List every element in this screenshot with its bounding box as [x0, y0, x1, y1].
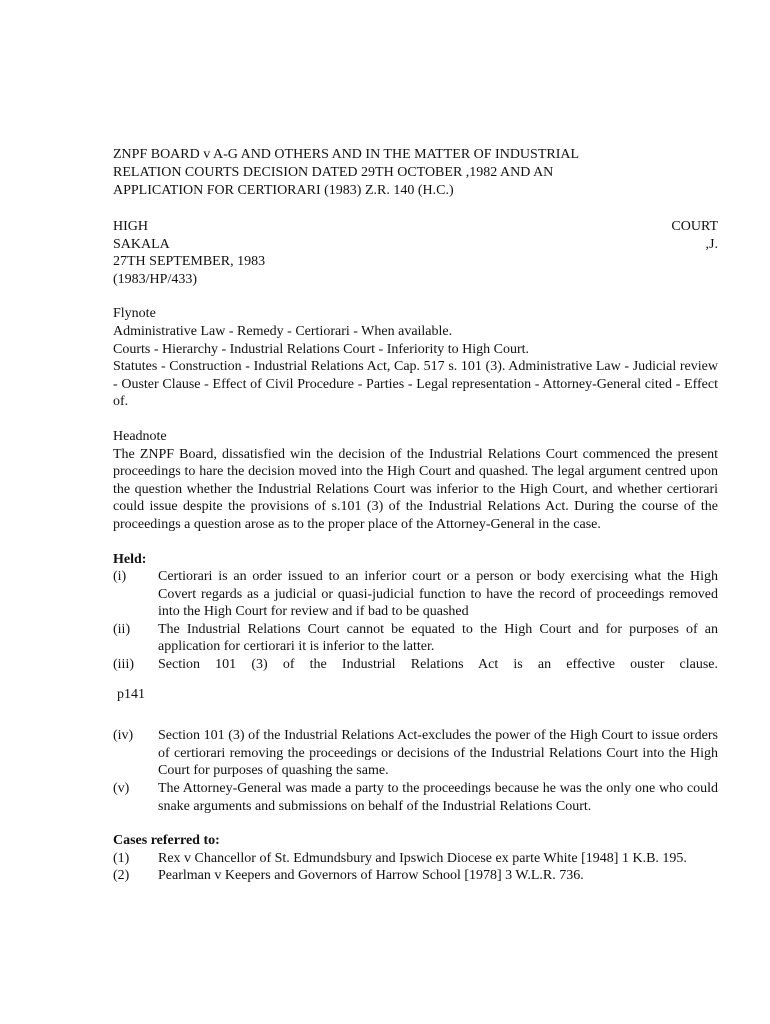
case-reference-text: Rex v Chancellor of St. Edmundsbury and Ipswich Diocese ex parte White [1948] 1 K.B. 195.	[158, 850, 687, 866]
case-title: ZNPF BOARD v A-G AND OTHERS AND IN THE MATTER OF INDUSTRIAL RELATION COURTS DECISION DATED 29TH OCTOBER ,1982 AND AN APPLICATION FOR CERTIORARI (1983) Z.R. 140 (H.C.)	[113, 147, 579, 198]
cases-section	[113, 832, 718, 885]
headnote-heading: Headnote	[113, 428, 167, 444]
held-item-number: (v)	[113, 781, 130, 797]
held-item	[113, 656, 718, 674]
held-item-number: (iii)	[113, 657, 134, 673]
headnote-section	[113, 428, 718, 534]
flynote-line: Courts - Hierarchy - Industrial Relations Court - Inferiority to High Court.	[113, 341, 530, 357]
held-item	[113, 568, 718, 621]
held-item-text: The Industrial Relations Court cannot be equated to the High Court and for purposes of an application for certiorari it is inferior to the latter.	[158, 621, 718, 655]
case-metadata	[113, 218, 718, 288]
held-item	[113, 727, 718, 780]
held-heading: Held:	[113, 551, 147, 567]
held-item-text: The Attorney-General was made a party to the proceedings because he was the only one who could snake arguments and submissions on behalf of the Industrial Relations Court.	[158, 781, 718, 814]
held-item	[113, 621, 718, 656]
cases-heading: Cases referred to:	[113, 833, 220, 849]
court-row	[113, 218, 718, 236]
flynote-line: Administrative Law - Remedy - Certiorari - When available.	[113, 323, 453, 339]
held-item-text: Certiorari is an order issued to an inferior court or a person or body exercising what the High Covert regards as a judicial or quasi-judicial function to have the record of proceedings removed into the High Court for review and if bad to be quashed	[158, 569, 718, 620]
case-reference	[113, 867, 718, 885]
held-item-number: (iv)	[113, 728, 134, 744]
case-reference-text: Pearlman v Keepers and Governors of Harrow School [1978] 3 W.L.R. 736.	[158, 868, 584, 884]
case-number: (1983/HP/433)	[113, 271, 197, 287]
held-item-number: (ii)	[113, 621, 131, 637]
headnote-text: The ZNPF Board, dissatisfied win the decision of the Industrial Relations Court commenced the present proceedings to hare the decision moved into the High Court and quashed. The legal argument centred upon the question whether the Industrial Relations Court was inferior to the High Court, and whether certiorari could issue despite the provisions of s.101 (3) of the Industrial Relations Act. During the course of the proceedings a question arose as to the proper place of the Attorney-General in the case.	[113, 446, 718, 532]
judge-suffix: ,J.	[705, 236, 718, 252]
flynote-heading: Flynote	[113, 306, 156, 322]
document-page	[113, 146, 718, 885]
court-label-left: HIGH	[113, 219, 148, 234]
case-reference-number: (1)	[113, 850, 130, 866]
held-item-text: Section 101 (3) of the Industrial Relations Act is an effective ouster clause.	[158, 657, 718, 673]
flynote-section	[113, 305, 718, 411]
decision-date: 27TH SEPTEMBER, 1983	[113, 254, 266, 270]
case-reference-number: (2)	[113, 868, 130, 884]
held-section	[113, 551, 718, 816]
case-reference	[113, 850, 718, 868]
held-item-number: (i)	[113, 569, 127, 585]
judge-name: SAKALA	[113, 236, 170, 252]
page-marker: p141	[117, 686, 145, 702]
judge-row	[113, 236, 718, 254]
court-label-right: COURT	[671, 219, 718, 234]
flynote-line: Statutes - Construction - Industrial Relations Act, Cap. 517 s. 101 (3). Administrative Law - Judicial review - Ouster Clause - Effect of Civil Procedure - Parties - Legal representation - Attorney-General cited - Effect of.	[113, 359, 718, 410]
held-item	[113, 780, 718, 815]
held-item-text: Section 101 (3) of the Industrial Relations Act-excludes the power of the High Court to issue orders of certiorari removing the proceedings or decisions of the Industrial Relations Court into the High Court for purposes of quashing the same.	[158, 728, 718, 779]
